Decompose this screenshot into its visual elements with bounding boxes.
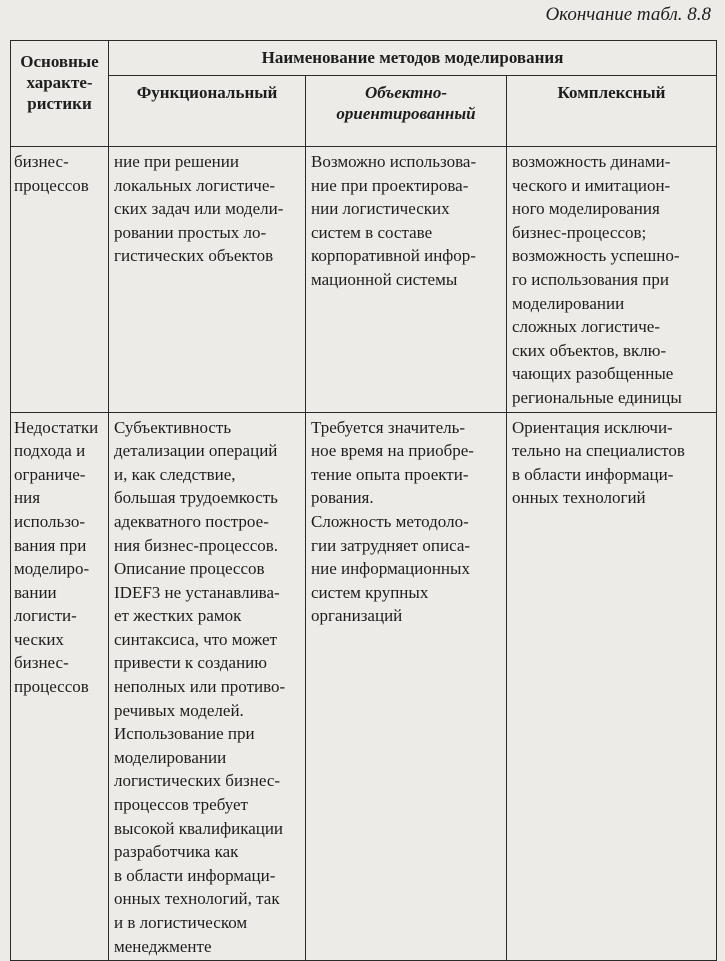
- header-object-oriented: Объектно- ориентированный: [306, 76, 507, 147]
- methods-comparison-table: [10, 40, 717, 961]
- header-functional: Функциональный: [109, 76, 306, 147]
- table-caption: Окончание табл. 8.8: [545, 4, 711, 25]
- cell-functional: Субъективность детализации операций и, как следствие, большая трудоемкость адекватного построе- ния бизнес-процессов. Описание процессов IDEF3 не устанавлива- ет жестких рамок синтаксиса, что может привести к созданию неполных или противо- речивых моделей. Использование при моделировании логистических бизнес- процессов требует высокой квалификации разработчика как в области информаци- онных технологий, так и в логистическом менеджменте: [109, 412, 306, 961]
- cell-functional: ние при решении локальных логистиче- ских задач или модели- ровании простых ло- гистических объектов: [109, 147, 306, 413]
- header-complex: Комплексный: [507, 76, 717, 147]
- row-characteristic: Недостатки подхода и ограниче- ния использо- вания при моделиро- вании логисти- ческих бизнес- процессов: [11, 412, 109, 961]
- header-row-1: [11, 41, 717, 76]
- header-characteristics: Основные характе- ристики: [11, 41, 109, 147]
- table-row: [11, 412, 717, 961]
- row-characteristic: бизнес- процессов: [11, 147, 109, 413]
- header-row-2: [11, 76, 717, 147]
- table-row: [11, 147, 717, 413]
- header-method-names: Наименование методов моделирования: [109, 41, 717, 76]
- cell-complex: возможность динами- ческого и имитацион- ного моделирования бизнес-процессов; возможность успешно- го использования при моделировании сложных логистиче- ских объектов, вклю- чающих разобщенные региональные единицы: [507, 147, 717, 413]
- cell-complex: Ориентация исключи- тельно на специалистов в области информаци- онных технологий: [507, 412, 717, 961]
- cell-object-oriented: Требуется значитель- ное время на приобре- тение опыта проекти- рования. Сложность методоло- гии затрудняет описа- ние информационных систем крупных организаций: [306, 412, 507, 961]
- cell-object-oriented: Возможно использова- ние при проектирова- нии логистических систем в составе корпоративной инфор- мационной системы: [306, 147, 507, 413]
